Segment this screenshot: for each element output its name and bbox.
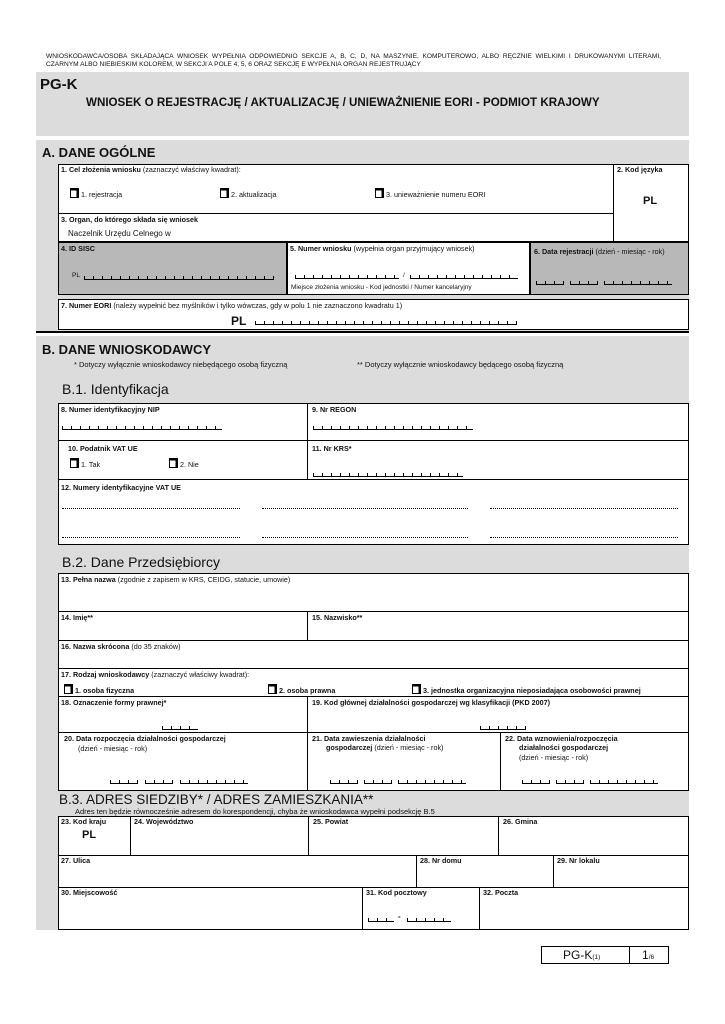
field-4-prefix: PL: [72, 272, 80, 279]
section-b-title: B. DANE WNIOSKODAWCY: [42, 342, 211, 357]
field-12-label: 12. Numery identyfikacyjne VAT UE: [61, 483, 181, 492]
field-2-label: 2. Kod języka: [617, 165, 663, 174]
field-19-input[interactable]: [480, 724, 526, 730]
divider: [629, 946, 630, 964]
divider: [58, 440, 689, 441]
field-17-label: 17. Rodzaj wnioskodawcy (zaznaczyć właściwy kwadrat):: [61, 670, 250, 679]
language-code: PL: [643, 195, 658, 207]
field-14-label: 14. Imię**: [61, 613, 93, 622]
divider: [58, 611, 689, 612]
field-22-month-input[interactable]: [556, 778, 584, 784]
field-18-label: 18. Oznaczenie formy prawnej*: [61, 698, 167, 707]
field-5-unit-input[interactable]: [295, 273, 399, 279]
divider: [498, 816, 499, 855]
divider: [130, 816, 131, 855]
note-physical: ** Dotyczy wyłącznie wnioskodawcy będącego osobą fizyczną: [357, 360, 564, 369]
field-20-day-input[interactable]: [110, 778, 138, 784]
field-20-hint: (dzień - miesiąc - rok): [78, 744, 148, 753]
vat-ue-input-1[interactable]: [62, 507, 240, 509]
option-rejestracja[interactable]: 1. rejestracja: [70, 188, 122, 199]
field-27-label: 27. Ulica: [61, 856, 91, 865]
field-18-input[interactable]: [162, 724, 198, 730]
divider: [58, 640, 689, 641]
b3-block: [58, 816, 689, 930]
checkbox-icon: [70, 188, 79, 198]
field-7-input[interactable]: [255, 319, 517, 325]
b2-block: [58, 573, 689, 791]
vat-ue-input-2[interactable]: [262, 507, 468, 509]
field-7-prefix: PL: [231, 314, 247, 328]
option-vat-no[interactable]: 2. Nie: [169, 458, 199, 469]
field-4-input[interactable]: [84, 274, 274, 280]
field-6-label: 6. Data rejestracji (dzień - miesiąc - rok): [534, 247, 665, 256]
country-code: PL: [82, 829, 97, 841]
field-21-day-input[interactable]: [330, 778, 358, 784]
field-30-label: 30. Miejscowość: [61, 888, 118, 897]
field-7-label: 7. Numer EORI (należy wypełnić bez myślników i tylko wówczas, gdy w polu 1 nie zaznaczono kwadratu 1): [61, 301, 403, 310]
field-3-value: Naczelnik Urzędu Celnego w: [68, 229, 171, 238]
field-23-label: 23. Kod kraju: [61, 817, 107, 826]
field-11-input[interactable]: [313, 471, 463, 477]
field-10-label: 10. Podatnik VAT UE: [68, 444, 138, 453]
vat-ue-input-6[interactable]: [490, 536, 678, 538]
form-code: PG-K: [40, 76, 78, 93]
checkbox-icon: [375, 188, 384, 198]
field-9-input[interactable]: [313, 424, 473, 430]
field-20-label: 20. Data rozpoczęcia działalności gospodarczej: [64, 734, 226, 743]
field-5-label: 5. Numer wniosku (wypełnia organ przyjmujący wniosek): [290, 244, 475, 253]
field-22-hint: (dzień - miesiąc - rok): [519, 753, 589, 762]
footer-form-code: PG-K(1): [563, 948, 601, 962]
checkbox-icon: [268, 684, 277, 694]
field-3-label: 3. Organ, do którego składa się wniosek: [61, 215, 199, 224]
field-6-month-input[interactable]: [570, 279, 598, 285]
field-20-month-input[interactable]: [145, 778, 173, 784]
form-title: WNIOSEK O REJESTRACJĘ / AKTUALIZACJĘ / UNIEWAŻNIENIE EORI - PODMIOT KRAJOWY: [86, 96, 600, 109]
field-20-year-input[interactable]: [180, 778, 248, 784]
field-1-label: 1. Cel złożenia wniosku (zaznaczyć właściwy kwadrat):: [61, 165, 241, 174]
vat-ue-input-5[interactable]: [262, 536, 468, 538]
checkbox-icon: [70, 458, 79, 468]
vat-ue-input-3[interactable]: [490, 507, 678, 509]
divider: [58, 668, 689, 669]
vat-ue-input-4[interactable]: [62, 536, 240, 538]
checkbox-icon: [169, 458, 178, 468]
divider: [307, 696, 308, 791]
field-11-label: 11. Nr KRS*: [312, 444, 352, 453]
checkbox-icon: [64, 684, 73, 694]
instruction-text: WNIOSKODAWCA/OSOBA SKŁADAJĄCA WNIOSEK WYPEŁNIA ODPOWIEDNIO SEKCJE A, B, C, D, NA MASZYNIE, KOMPUTEROWO, ALBO RĘCZNIE WIELKIMI I DRUKOWANYMI LITERAMI, CZARNYM ALBO NIEBIESKIM KOLOREM, W SEKCJI A POLE 4, 5, 6 ORAZ SEKCJĘ E WYPEŁNIA ORGAN REJESTRUJĄCY: [46, 53, 661, 68]
divider: [58, 696, 689, 697]
option-uniewaznienie[interactable]: 3. unieważnienie numeru EORI: [375, 188, 485, 199]
divider: [416, 855, 417, 887]
divider: [307, 403, 308, 479]
field-6-day-input[interactable]: [536, 279, 564, 285]
field-6-year-input[interactable]: [604, 279, 672, 285]
field-16-label: 16. Nazwa skrócona (do 35 znaków): [61, 642, 181, 651]
b2-title: B.2. Dane Przedsiębiorcy: [62, 554, 220, 570]
option-osoba-fizyczna[interactable]: 1. osoba fizyczna: [64, 684, 134, 695]
field-24-label: 24. Województwo: [134, 817, 194, 826]
option-vat-yes[interactable]: 1. Tak: [70, 458, 100, 469]
checkbox-icon: [412, 684, 421, 694]
field-29-label: 29. Nr lokalu: [557, 856, 600, 865]
postal-code-dash: -: [398, 912, 401, 921]
field-9-label: 9. Nr REGON: [312, 405, 357, 414]
field-19-label: 19. Kod głównej działalności gospodarczej wg klasyfikacji (PKD 2007): [312, 698, 551, 707]
b3-note: Adres ten będzie równocześnie adresem do korespondencji, chyba że wnioskodawca wypełni podsekcję B.5: [75, 807, 435, 816]
field-4-label: 4. ID SISC: [61, 244, 95, 253]
divider: [553, 855, 554, 887]
checkbox-icon: [220, 188, 229, 198]
field-22-day-input[interactable]: [522, 778, 550, 784]
postal-code-prefix-input[interactable]: [368, 916, 394, 922]
field-15-label: 15. Nazwisko**: [312, 613, 363, 622]
field-21-month-input[interactable]: [364, 778, 392, 784]
divider: [479, 887, 480, 930]
postal-code-suffix-input[interactable]: [407, 916, 451, 922]
divider: [500, 732, 501, 791]
divider: [307, 611, 308, 640]
field-8-input[interactable]: [62, 424, 222, 430]
field-22-label-2: działalności gospodarczej: [519, 743, 609, 752]
field-22-label: 22. Data wznowienia/rozpoczęcia: [505, 734, 618, 743]
section-a-title: A. DANE OGÓLNE: [42, 145, 156, 160]
divider: [308, 816, 309, 855]
field-5-caption: Miejsce złożenia wniosku - Kod jednostki / Numer kancelaryjny: [291, 284, 472, 291]
option-jednostka[interactable]: 3. jednostka organizacyjna nieposiadająca osobowości prawnej: [412, 684, 641, 695]
field-31-label: 31. Kod pocztowy: [366, 888, 427, 897]
field-21-label-2: gospodarczej (dzień - miesiąc - rok): [326, 743, 444, 752]
field-13-label: 13. Pełna nazwa (zgodnie z zapisem w KRS, CEIDG, statucie, umowie): [61, 575, 291, 584]
field-28-label: 28. Nr domu: [420, 856, 462, 865]
field-26-label: 26. Gmina: [503, 817, 538, 826]
note-non-physical: * Dotyczy wyłącznie wnioskodawcy niebędącego osobą fizyczną: [74, 360, 288, 369]
field-8-label: 8. Numer identyfikacyjny NIP: [61, 405, 160, 414]
field-25-label: 25. Powiat: [313, 817, 349, 826]
b1-title: B.1. Identyfikacja: [62, 381, 169, 397]
divider: [362, 887, 363, 930]
field-22-year-input[interactable]: [590, 778, 658, 784]
divider: [58, 732, 689, 733]
option-osoba-prawna[interactable]: 2. osoba prawna: [268, 684, 335, 695]
section-divider: [36, 331, 689, 333]
field-21-year-input[interactable]: [398, 778, 466, 784]
field-32-label: 32. Poczta: [483, 888, 519, 897]
b3-title: B.3. ADRES SIEDZIBY* / ADRES ZAMIESZKANIA**: [59, 792, 374, 807]
field-5-number-input[interactable]: [410, 273, 518, 279]
footer-page: 1/6: [642, 948, 655, 962]
field-5-slash: /: [403, 272, 405, 279]
field-21-label: 21. Data zawieszenia działalności: [312, 734, 426, 743]
divider: [58, 479, 689, 480]
option-aktualizacja[interactable]: 2. aktualizacja: [220, 188, 277, 199]
